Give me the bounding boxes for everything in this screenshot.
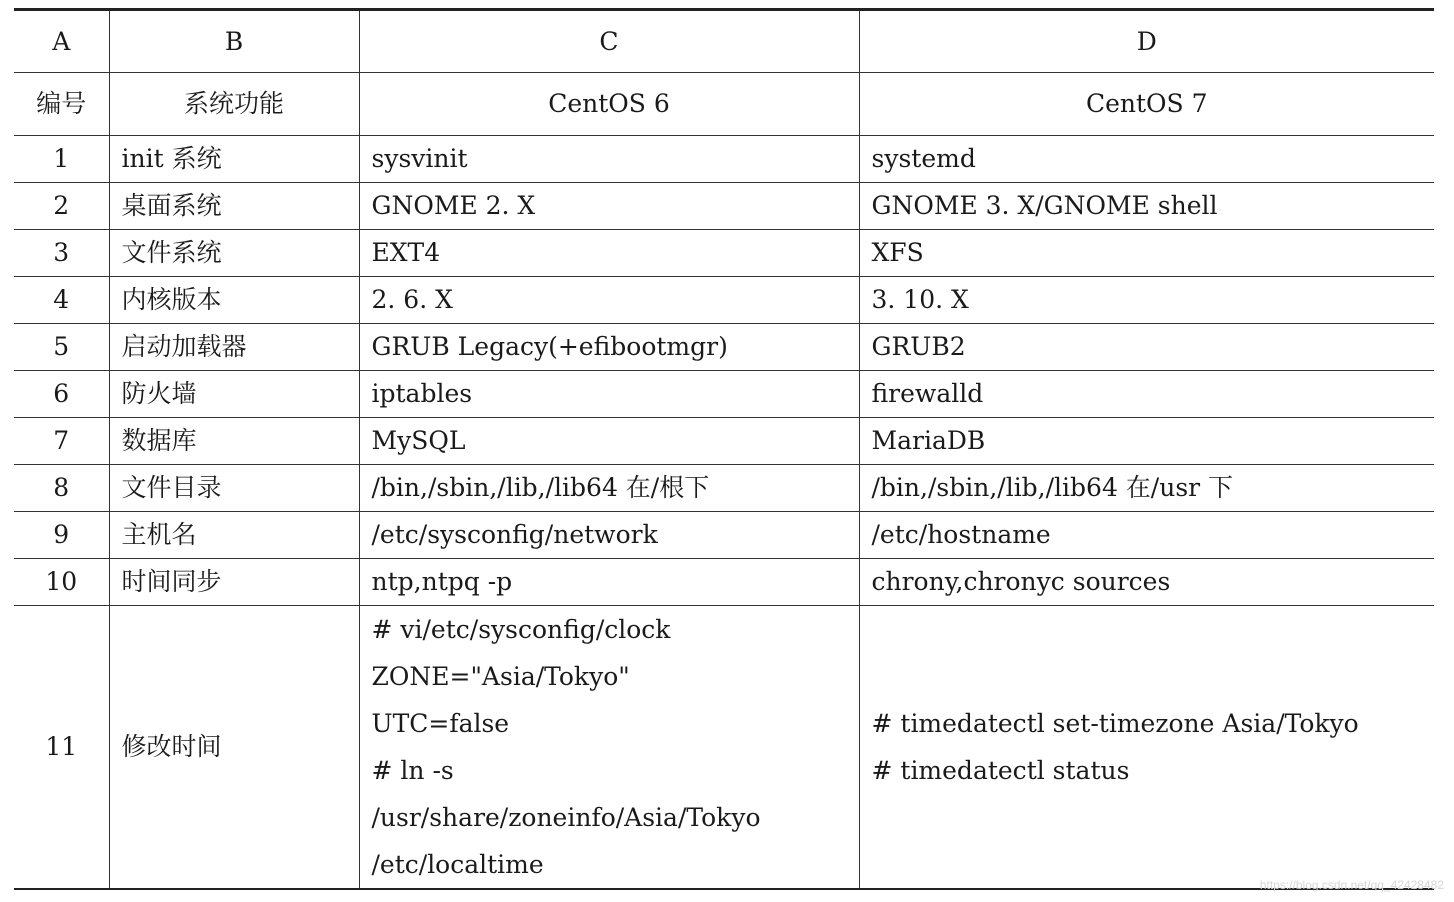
row-feature: 数据库 [109, 418, 359, 465]
column-letter-row [14, 10, 1434, 73]
row-centos7: XFS [859, 230, 1434, 277]
header-centos7: CentOS 7 [859, 73, 1434, 136]
code-line: ZONE="Asia/Tokyo" [371, 662, 630, 691]
row-centos6: 2. 6. X [359, 277, 859, 324]
row-centos6-multiline [359, 606, 859, 890]
code-line: /usr/share/zoneinfo/Asia/Tokyo [371, 803, 761, 832]
row-num: 6 [14, 371, 109, 418]
code-line: # ln -s [371, 756, 454, 785]
row-num: 2 [14, 183, 109, 230]
table-row [14, 512, 1434, 559]
row-feature: 主机名 [109, 512, 359, 559]
code-line: # vi/etc/sysconfig/clock [371, 615, 671, 644]
row-feature: 内核版本 [109, 277, 359, 324]
row-num: 3 [14, 230, 109, 277]
header-centos6: CentOS 6 [359, 73, 859, 136]
row-num: 7 [14, 418, 109, 465]
comparison-table [14, 8, 1434, 890]
row-feature: 时间同步 [109, 559, 359, 606]
table-row [14, 606, 1434, 890]
row-centos7: /bin,/sbin,/lib,/lib64 在/usr 下 [859, 465, 1434, 512]
row-centos7: chrony,chronyc sources [859, 559, 1434, 606]
row-feature: init 系统 [109, 136, 359, 183]
code-line: # timedatectl set-timezone Asia/Tokyo [871, 709, 1359, 738]
row-centos7: 3. 10. X [859, 277, 1434, 324]
table-row [14, 277, 1434, 324]
column-letter-b: B [109, 10, 359, 73]
row-centos7: systemd [859, 136, 1434, 183]
row-centos6: EXT4 [359, 230, 859, 277]
row-num: 5 [14, 324, 109, 371]
row-num: 8 [14, 465, 109, 512]
table-row [14, 183, 1434, 230]
table-row [14, 230, 1434, 277]
table-row [14, 465, 1434, 512]
row-feature: 防火墙 [109, 371, 359, 418]
code-line: UTC=false [371, 709, 510, 738]
row-feature: 文件系统 [109, 230, 359, 277]
table-row [14, 559, 1434, 606]
code-line: /etc/localtime [371, 850, 544, 879]
row-centos7: GRUB2 [859, 324, 1434, 371]
row-centos7: /etc/hostname [859, 512, 1434, 559]
table-row [14, 418, 1434, 465]
column-letter-d: D [859, 10, 1434, 73]
row-centos6: GRUB Legacy(+efibootmgr) [359, 324, 859, 371]
row-centos6: ntp,ntpq -p [359, 559, 859, 606]
row-centos6: /etc/sysconfig/network [359, 512, 859, 559]
row-num: 4 [14, 277, 109, 324]
row-centos7: firewalld [859, 371, 1434, 418]
row-centos7: MariaDB [859, 418, 1434, 465]
row-centos7-multiline [859, 606, 1434, 890]
row-centos6: iptables [359, 371, 859, 418]
row-feature: 文件目录 [109, 465, 359, 512]
header-row [14, 73, 1434, 136]
code-line: # timedatectl status [871, 756, 1130, 785]
row-feature: 修改时间 [109, 606, 359, 890]
row-centos6: sysvinit [359, 136, 859, 183]
row-feature: 桌面系统 [109, 183, 359, 230]
table-row [14, 371, 1434, 418]
row-feature: 启动加载器 [109, 324, 359, 371]
watermark-url: https://blog.csdn.net/qq_42428482 [1259, 878, 1444, 892]
row-num: 1 [14, 136, 109, 183]
table-row [14, 136, 1434, 183]
table-row [14, 324, 1434, 371]
header-num: 编号 [14, 73, 109, 136]
header-feature: 系统功能 [109, 73, 359, 136]
row-centos6: MySQL [359, 418, 859, 465]
column-letter-c: C [359, 10, 859, 73]
row-centos7: GNOME 3. X/GNOME shell [859, 183, 1434, 230]
column-letter-a: A [14, 10, 109, 73]
row-centos6: GNOME 2. X [359, 183, 859, 230]
row-num: 9 [14, 512, 109, 559]
row-centos6: /bin,/sbin,/lib,/lib64 在/根下 [359, 465, 859, 512]
row-num: 11 [14, 606, 109, 890]
row-num: 10 [14, 559, 109, 606]
